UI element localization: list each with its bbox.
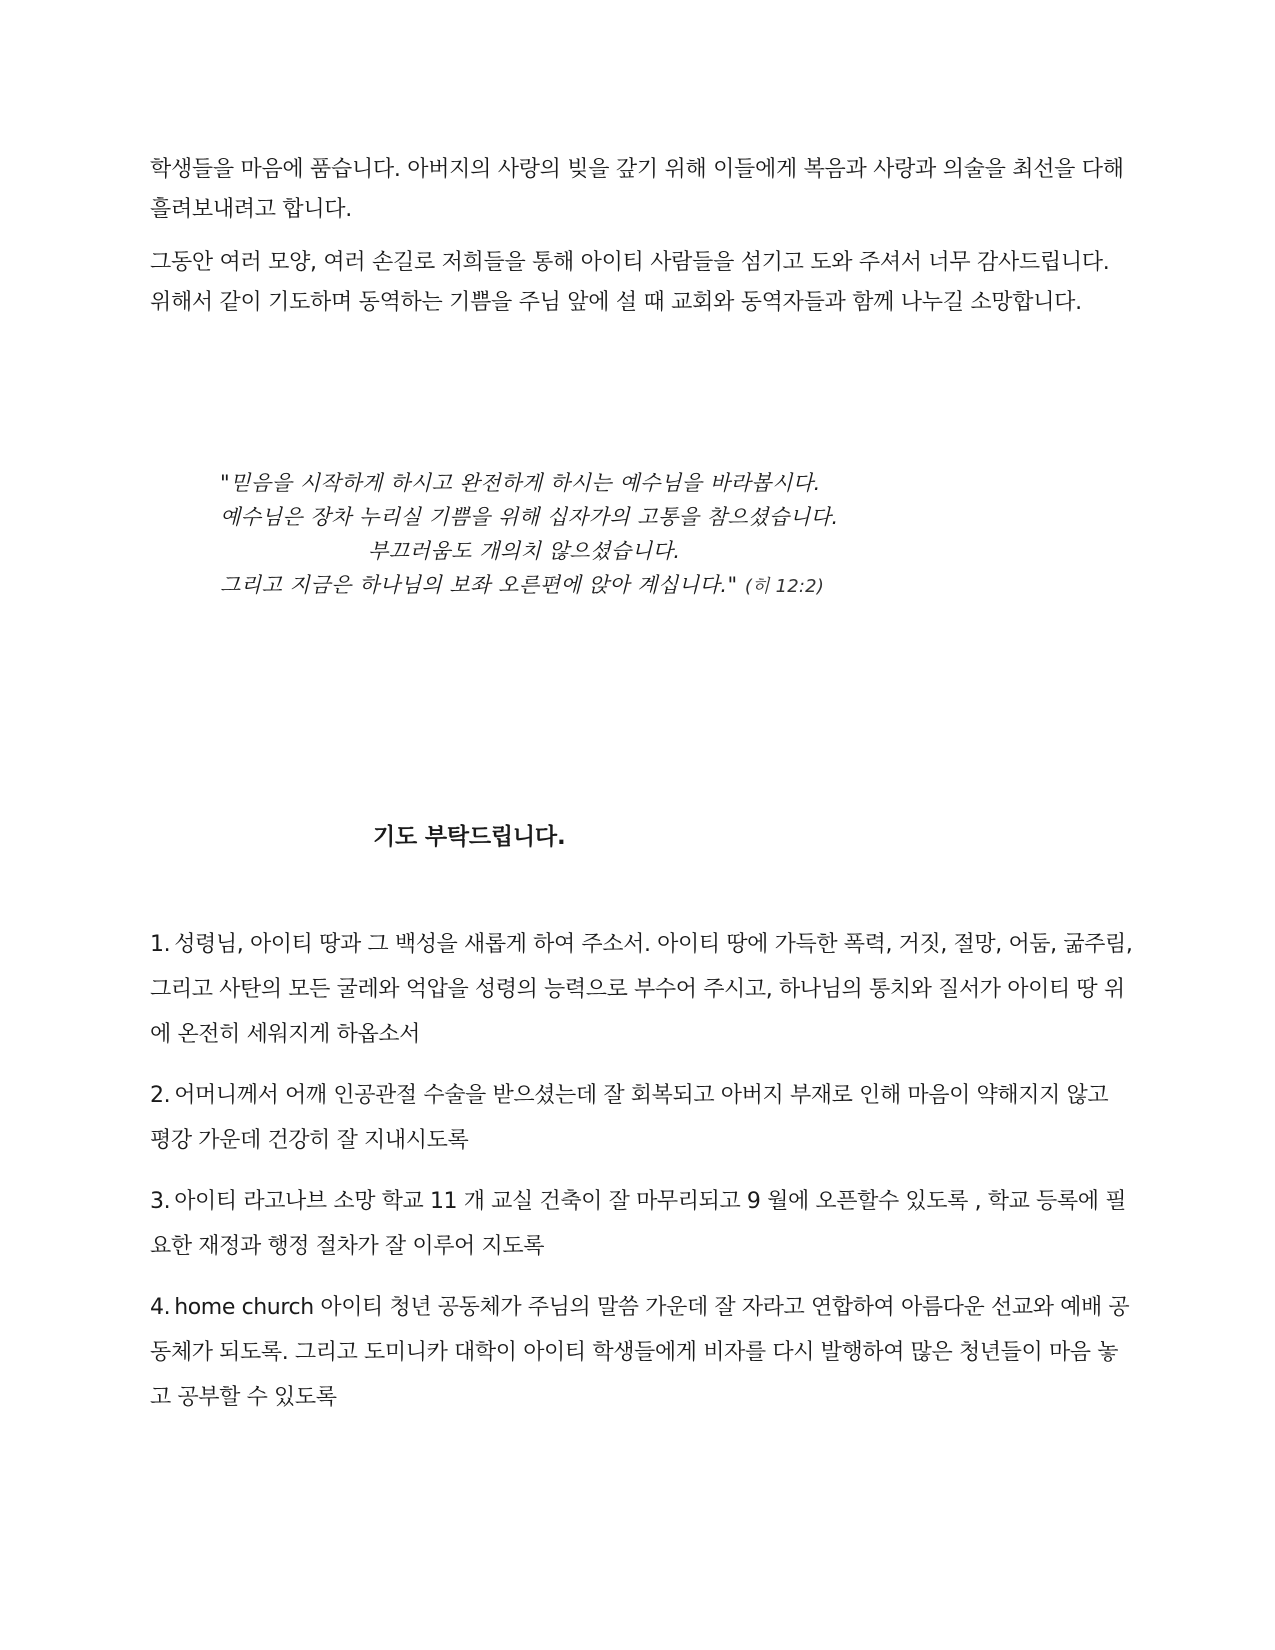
prayer-number: 2.: [150, 1083, 171, 1108]
quote-line: "믿음을 시작하게 하시고 완전하게 하시는 예수님을 바라봅시다.: [220, 471, 821, 495]
prayer-item: [150, 1179, 1135, 1269]
prayer-item: [150, 922, 1135, 1057]
intro-paragraph: 학생들을 마음에 품습니다. 아버지의 사랑의 빚을 갚기 위해 이들에게 복음과 사랑과 의술을 최선을 다해 흘려보내려고 합니다.: [150, 157, 1124, 222]
scripture-reference: (히 12:2): [744, 576, 825, 597]
prayer-text: home church 아이티 청년 공동체가 주님의 말씀 가운데 잘 자라고 연합하여 아름다운 선교와 예배 공동체가 되도록. 그리고 도미니카 대학이 아이티 학생들에게 비자를 다시 발행하여 많은 청년들이 마음 놓고 공부할 수 있도록: [150, 1295, 1130, 1410]
prayer-text: 아이티 라고나브 소망 학교 11 개 교실 건축이 잘 마무리되고 9 월에 오픈할수 있도록 , 학교 등록에 필요한 재정과 행정 절차가 잘 이루어 지도록: [150, 1189, 1127, 1259]
prayer-text: 성령님, 아이티 땅과 그 백성을 새롭게 하여 주소서. 아이티 땅에 가득한 폭력, 거짓, 절망, 어둠, 굶주림, 그리고 사탄의 모든 굴레와 억압을 성령의 능력으로 부수어 주시고, 하나님의 통치와 질서가 아이티 땅 위에 온전히 세워지게 하옵소서: [150, 932, 1133, 1047]
prayer-number: 3.: [150, 1189, 171, 1214]
prayer-item: [150, 1073, 1135, 1163]
prayer-number: 4.: [150, 1295, 171, 1320]
prayer-heading: 기도 부탁드립니다.: [373, 824, 566, 850]
scripture-quote: [220, 466, 980, 604]
quote-line: 예수님은 장차 누리실 기쁨을 위해 십자가의 고통을 참으셨습니다.: [220, 505, 839, 529]
prayer-item: [150, 1285, 1135, 1420]
quote-line: 그리고 지금은 하나님의 보좌 오른편에 앉아 계십니다.": [220, 573, 738, 597]
prayer-number: 1.: [150, 932, 171, 957]
prayer-text: 어머니께서 어깨 인공관절 수술을 받으셨는데 잘 회복되고 아버지 부재로 인해 마음이 약해지지 않고 평강 가운데 건강히 잘 지내시도록: [150, 1083, 1109, 1153]
quote-line: 부끄러움도 개의치 않으셨습니다.: [368, 539, 681, 563]
thanks-paragraph: 그동안 여러 모양, 여러 손길로 저희들을 통해 아이티 사람들을 섬기고 도와 주셔서 너무 감사드립니다. 위해서 같이 기도하며 동역하는 기쁨을 주님 앞에 설 때 교회와 동역자들과 함께 나누길 소망합니다.: [150, 250, 1110, 315]
prayer-list: [150, 922, 1135, 1436]
